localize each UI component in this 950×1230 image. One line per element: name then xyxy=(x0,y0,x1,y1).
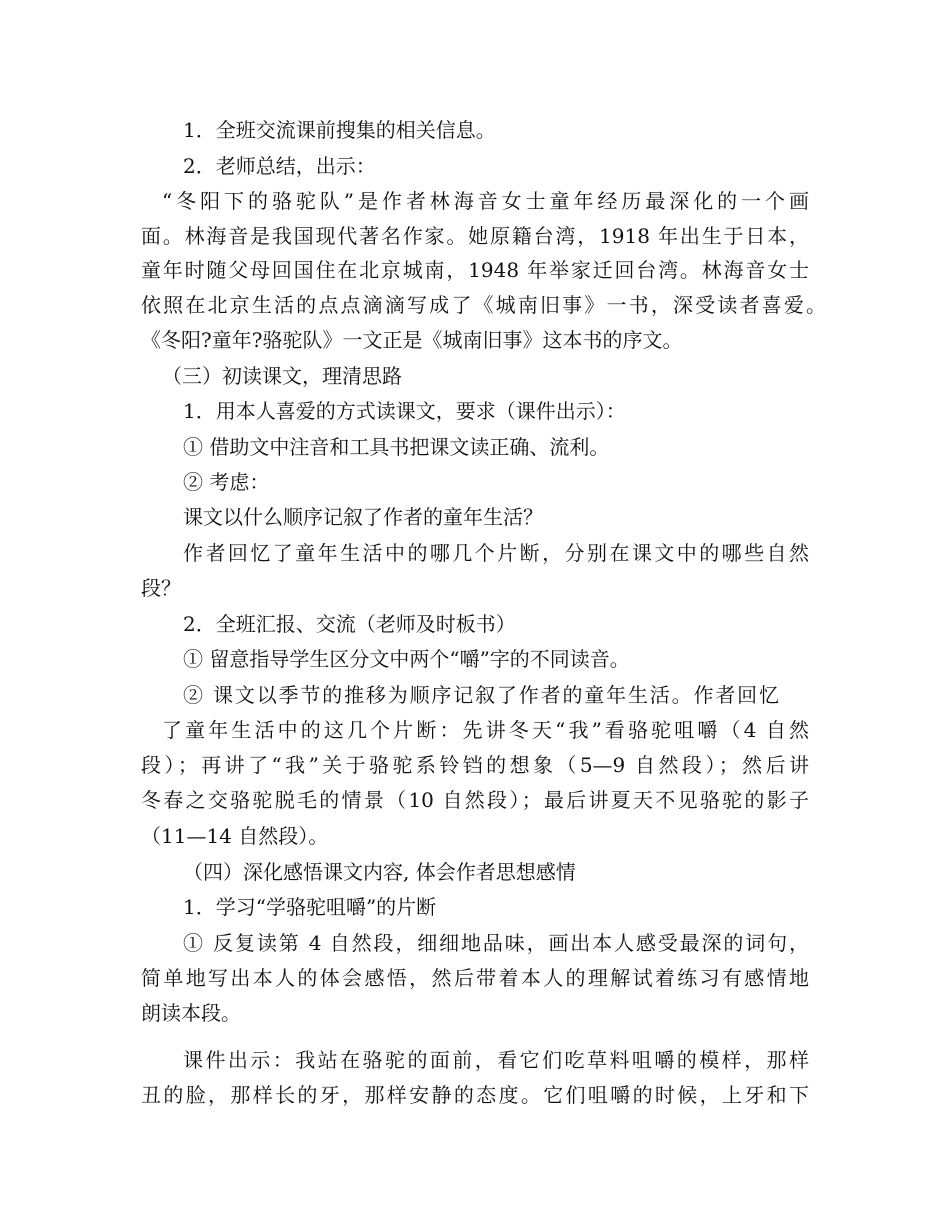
text-line: 1．学习“学骆驼咀嚼”的片断 xyxy=(183,895,437,919)
text-line: 1．用本人喜爱的方式读课文，要求（课件出示）： xyxy=(183,399,626,423)
text-line: 《冬阳?童年?骆驼队》一文正是《城南旧事》这本书的序文。 xyxy=(141,328,683,352)
text-line: 2．全班汇报、交流（老师及时板书） xyxy=(183,612,516,636)
text-line: 依照在北京生活的点点滴滴写成了《城南旧事》一书，深受读者喜爱。 xyxy=(141,293,826,317)
text-line: ① 留意指导学生区分文中两个“嚼”字的不同读音。 xyxy=(183,647,630,671)
text-line: 了童年生活中的这几个片断：先讲冬天“我”看骆驼咀嚼（4 自然 xyxy=(162,718,809,742)
text-line: （11—14 自然段）。 xyxy=(141,824,329,848)
text-line: ② 课文以季节的推移为顺序记叙了作者的童年生活。作者回忆 xyxy=(183,683,779,707)
text-line: 段）；再讲了“我”关于骆驼系铃铛的想象（5—9 自然段）；然后讲 xyxy=(141,753,809,777)
text-line: 段？ xyxy=(141,576,181,600)
text-line: ② 考虑： xyxy=(183,470,270,494)
text-line: ① 反复读第 4 自然段，细细地品味，画出本人感受最深的词句， xyxy=(183,931,809,955)
text-line: 面。林海音是我国现代著名作家。她原籍台湾，1918 年出生于日本， xyxy=(141,224,809,248)
text-line: 1．全班交流课前搜集的相关信息。 xyxy=(183,118,496,142)
text-line: 冬春之交骆驼脱毛的情景（10 自然段）；最后讲夏天不见骆驼的影子 xyxy=(141,788,809,812)
text-line: ① 借助文中注音和工具书把课文读正确、流利。 xyxy=(183,435,610,459)
section-heading: （三）初读课文，理清思路 xyxy=(162,364,402,388)
text-line: 课件出示：我站在骆驼的面前，看它们吃草料咀嚼的模样，那样 xyxy=(183,1048,809,1072)
text-line: “冬阳下的骆驼队”是作者林海音女士童年经历最深化的一个画 xyxy=(162,189,809,213)
text-line: 简单地写出本人的体会感悟，然后带着本人的理解试着练习有感情地 xyxy=(141,966,809,990)
text-line: 童年时随父母回国住在北京城南，1948 年举家迁回台湾。林海音女士 xyxy=(141,258,809,282)
text-line: 2．老师总结，出示： xyxy=(183,154,376,178)
text-line: 丑的脸，那样长的牙，那样安静的态度。它们咀嚼的时候，上牙和下 xyxy=(141,1083,809,1107)
text-line: 课文以什么顺序记叙了作者的童年生活？ xyxy=(183,505,543,529)
section-heading: （四）深化感悟课文内容, 体会作者思想感情 xyxy=(183,860,576,884)
text-line: 作者回忆了童年生活中的哪几个片断，分别在课文中的哪些自然 xyxy=(183,541,809,565)
text-line: 朗读本段。 xyxy=(141,1001,241,1025)
